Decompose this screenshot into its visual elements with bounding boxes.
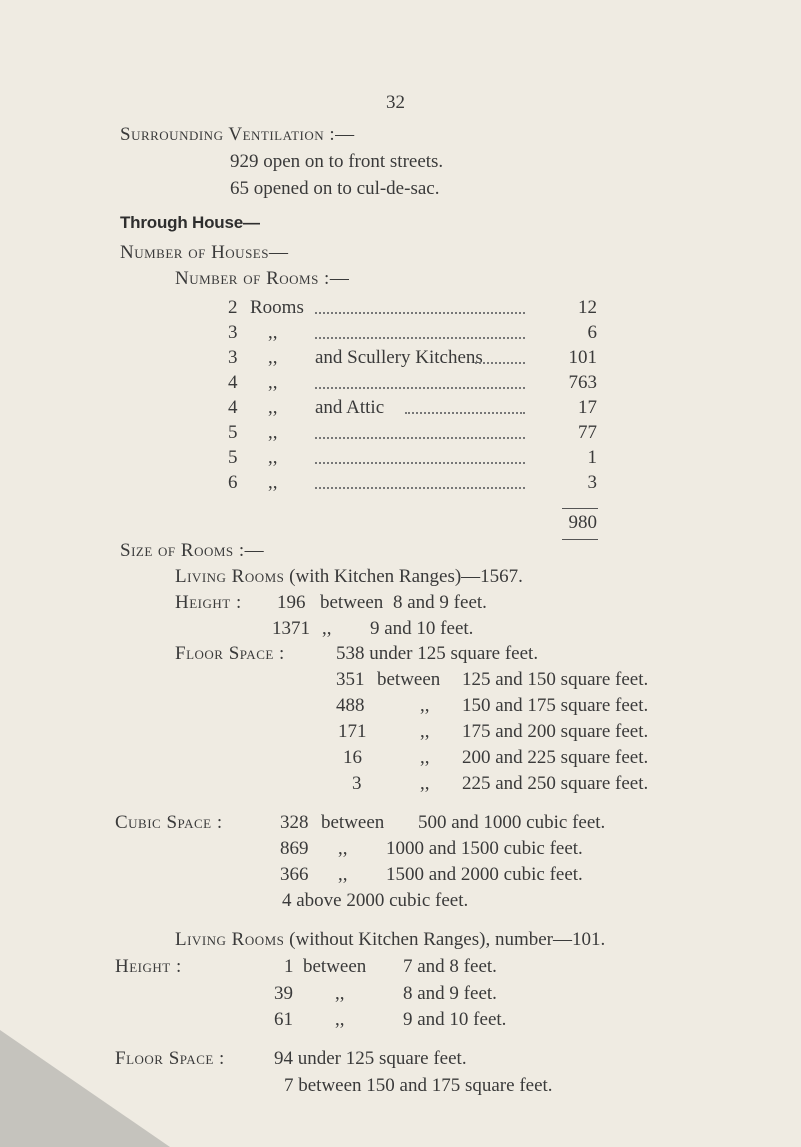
cubic-n: 869	[280, 838, 309, 859]
rooms-row-number: 4	[228, 372, 238, 393]
surrounding-line-1: 929 open on to front streets.	[230, 151, 444, 172]
rooms-row-count: 17	[578, 397, 597, 418]
number-of-houses-heading: Number of Houses—	[120, 242, 289, 263]
cubic-range: 1000 and 1500 cubic feet.	[386, 838, 583, 859]
floor-n: 488	[336, 695, 365, 716]
rooms-row-desc: and Scullery Kitchens	[315, 347, 483, 368]
height-range: 8 and 9 feet.	[393, 592, 487, 613]
rooms-total: 980	[568, 512, 597, 533]
rooms-label: Rooms	[250, 297, 304, 318]
floor-n: 3	[352, 773, 362, 794]
through-house-heading: Through House—	[120, 213, 260, 232]
rooms-row-number: 6	[228, 472, 238, 493]
dot-leader	[475, 362, 525, 364]
living-without-title	[175, 929, 605, 951]
rooms-row-count: 77	[578, 422, 597, 443]
ditto-mark: ,,	[268, 347, 278, 368]
floor-first: 538 under 125 square feet.	[336, 643, 539, 664]
dot-leader	[315, 337, 525, 339]
dot-leader	[405, 412, 525, 414]
ditto-mark: ,,	[268, 422, 278, 443]
height-word: between	[303, 956, 367, 977]
cubic-n: 328	[280, 812, 309, 833]
rooms-row-count: 12	[578, 297, 597, 318]
rooms-row-number: 5	[228, 422, 238, 443]
floor-space-label: Floor Space :	[115, 1048, 225, 1069]
floor-range: 175 and 200 square feet.	[462, 721, 649, 742]
height-n: 196	[277, 592, 306, 613]
ditto-mark: ,,	[268, 372, 278, 393]
height-word: between	[320, 592, 384, 613]
floor-line: 94 under 125 square feet.	[274, 1048, 467, 1069]
rooms-row-count: 101	[568, 347, 597, 368]
ditto-mark: ,,	[322, 618, 332, 639]
ditto-mark: ,,	[268, 397, 278, 418]
living-without-title-sc: Living Rooms	[175, 929, 285, 950]
height-range: 7 and 8 feet.	[403, 956, 497, 977]
rooms-row-number: 4	[228, 397, 238, 418]
cubic-n: 366	[280, 864, 309, 885]
ditto-mark: ,,	[420, 773, 430, 794]
rooms-row-number: 3	[228, 347, 238, 368]
cubic-range: 500 and 1000 cubic feet.	[418, 812, 606, 833]
floor-n: 16	[343, 747, 362, 768]
dot-leader	[315, 462, 525, 464]
height-range: 8 and 9 feet.	[403, 983, 497, 1004]
ditto-mark: ,,	[335, 1009, 345, 1030]
rooms-row-number: 5	[228, 447, 238, 468]
rooms-row-desc: and Attic	[315, 397, 385, 418]
cubic-last: 4 above 2000 cubic feet.	[282, 890, 469, 911]
ditto-mark: ,,	[268, 447, 278, 468]
floor-word: between	[377, 669, 441, 690]
cubic-space-label: Cubic Space :	[115, 812, 223, 833]
dot-leader	[315, 437, 525, 439]
cubic-word: between	[321, 812, 385, 833]
height-n: 61	[274, 1009, 293, 1030]
living-with-title-rest: (with Kitchen Ranges)—1567.	[289, 566, 523, 587]
ditto-mark: ,,	[338, 838, 348, 859]
ditto-mark: ,,	[420, 747, 430, 768]
rooms-row-count: 3	[587, 472, 597, 493]
height-n: 1371	[272, 618, 310, 639]
height-range: 9 and 10 feet.	[370, 618, 474, 639]
total-rule-top	[562, 508, 598, 509]
height-n: 1	[284, 956, 294, 977]
ditto-mark: ,,	[420, 721, 430, 742]
height-label: Height :	[175, 592, 242, 613]
rooms-row-count: 763	[568, 372, 597, 393]
size-of-rooms-heading: Size of Rooms :—	[120, 540, 265, 561]
total-rule-bottom	[562, 539, 598, 540]
dot-leader	[315, 312, 525, 314]
page-number: 32	[386, 92, 405, 113]
living-without-title-rest: (without Kitchen Ranges), number—101.	[289, 929, 606, 950]
page-shadow	[0, 1030, 170, 1147]
floor-n: 351	[336, 669, 365, 690]
height-n: 39	[274, 983, 293, 1004]
floor-n: 171	[338, 721, 367, 742]
cubic-range: 1500 and 2000 cubic feet.	[386, 864, 583, 885]
height-label: Height :	[115, 956, 182, 977]
floor-range: 225 and 250 square feet.	[462, 773, 649, 794]
dot-leader	[315, 387, 525, 389]
living-with-title	[175, 566, 523, 588]
ditto-mark: ,,	[335, 983, 345, 1004]
rooms-row-count: 1	[587, 447, 597, 468]
floor-line: 7 between 150 and 175 square feet.	[284, 1075, 553, 1096]
floor-range: 125 and 150 square feet.	[462, 669, 649, 690]
number-of-rooms-heading: Number of Rooms :—	[175, 268, 350, 289]
living-with-title-sc: Living Rooms	[175, 566, 285, 587]
floor-range: 150 and 175 square feet.	[462, 695, 649, 716]
height-range: 9 and 10 feet.	[403, 1009, 507, 1030]
floor-range: 200 and 225 square feet.	[462, 747, 649, 768]
dot-leader	[315, 487, 525, 489]
rooms-row-number: 3	[228, 322, 238, 343]
ditto-mark: ,,	[268, 322, 278, 343]
surrounding-line-2: 65 opened on to cul-de-sac.	[230, 178, 440, 199]
floor-space-label: Floor Space :	[175, 643, 285, 664]
ditto-mark: ,,	[338, 864, 348, 885]
ditto-mark: ,,	[420, 695, 430, 716]
rooms-row-number: 2	[228, 297, 238, 318]
rooms-row-count: 6	[587, 322, 597, 343]
surrounding-ventilation-heading: Surrounding Ventilation :—	[120, 124, 355, 145]
ditto-mark: ,,	[268, 472, 278, 493]
